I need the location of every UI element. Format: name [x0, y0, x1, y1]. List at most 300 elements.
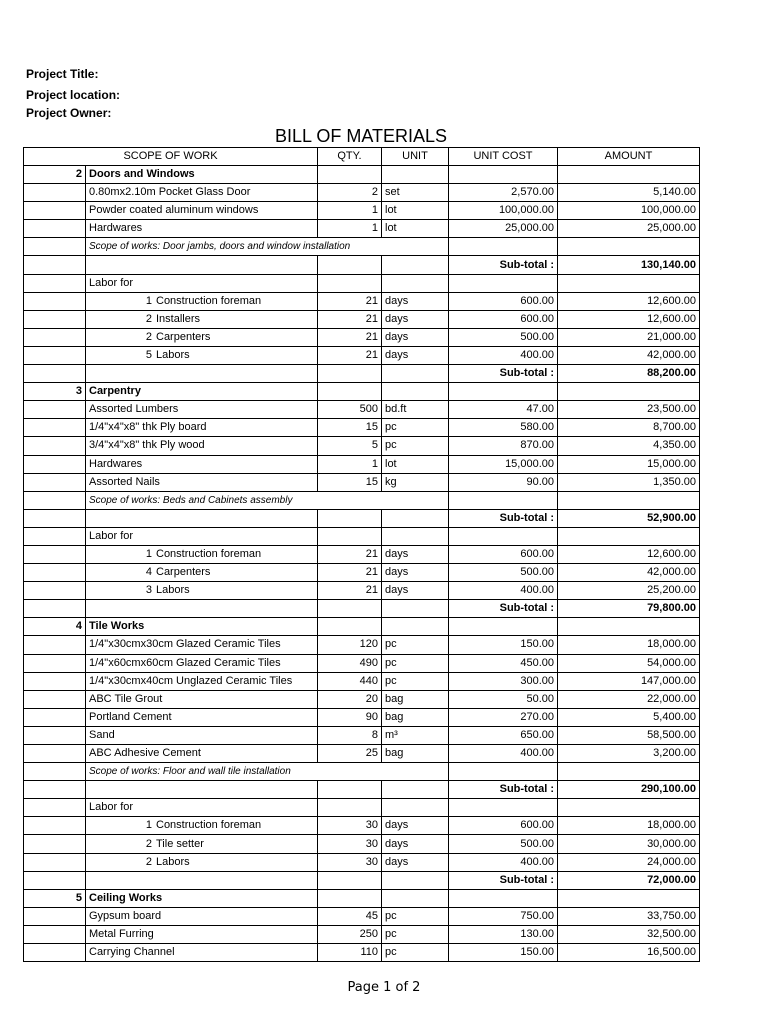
item-amount: 12,600.00	[558, 310, 700, 328]
qty-cell	[318, 781, 382, 799]
labor-role: Construction foreman	[156, 548, 262, 561]
amount-cell	[558, 238, 700, 256]
labor-label: Labor for	[86, 274, 318, 292]
item-number	[24, 473, 86, 491]
scope-note: Scope of works: Beds and Cabinets assembly	[86, 491, 449, 509]
item-unit-cost: 400.00	[449, 582, 558, 600]
labor-count: 2	[145, 837, 152, 850]
qty-cell	[318, 600, 382, 618]
item-description: 1/4"x4"x8" thk Ply board	[86, 419, 318, 437]
unit-cost-cell	[449, 166, 558, 184]
amount-cell	[558, 527, 700, 545]
item-amount: 25,000.00	[558, 220, 700, 238]
table-header-row	[24, 148, 700, 166]
section-number: 4	[24, 618, 86, 636]
subtotal-label: Sub-total :	[449, 600, 558, 618]
item-amount: 100,000.00	[558, 202, 700, 220]
item-qty: 21	[318, 346, 382, 364]
item-qty: 21	[318, 328, 382, 346]
table-row	[24, 220, 700, 238]
labor-role: Carpenters	[156, 566, 211, 579]
labor-description	[86, 292, 318, 310]
item-qty: 2	[318, 184, 382, 202]
section-title: Carpentry	[86, 383, 318, 401]
item-qty: 15	[318, 419, 382, 437]
item-amount: 33,750.00	[558, 907, 700, 925]
item-amount: 12,600.00	[558, 292, 700, 310]
unit-cost-cell	[449, 274, 558, 292]
labor-description	[86, 582, 318, 600]
unit-cell	[382, 799, 449, 817]
table-row	[24, 636, 700, 654]
labor-role: Labors	[156, 348, 190, 361]
item-amount: 18,000.00	[558, 817, 700, 835]
item-amount: 30,000.00	[558, 835, 700, 853]
item-number	[24, 328, 86, 346]
item-qty: 250	[318, 925, 382, 943]
desc-cell	[86, 871, 318, 889]
labor-description	[86, 817, 318, 835]
unit-cost-cell	[449, 618, 558, 636]
item-amount: 42,000.00	[558, 346, 700, 364]
item-unit-cost: 400.00	[449, 853, 558, 871]
labor-role: Carpenters	[156, 330, 211, 343]
item-qty: 5	[318, 437, 382, 455]
table-row	[24, 907, 700, 925]
item-number	[24, 582, 86, 600]
item-unit: days	[382, 817, 449, 835]
item-amount: 23,500.00	[558, 401, 700, 419]
qty-cell	[318, 799, 382, 817]
labor-role: Labors	[156, 584, 190, 597]
table-row	[24, 473, 700, 491]
item-number	[24, 419, 86, 437]
item-unit-cost: 150.00	[449, 636, 558, 654]
item-description: Assorted Lumbers	[86, 401, 318, 419]
project-title-label: Project Title:	[26, 67, 99, 81]
page-footer: Page 1 of 2	[347, 980, 421, 995]
item-description: 1/4"x30cmx40cm Unglazed Ceramic Tiles	[86, 672, 318, 690]
item-description: Powder coated aluminum windows	[86, 202, 318, 220]
item-number	[24, 853, 86, 871]
item-unit: pc	[382, 944, 449, 962]
item-unit-cost: 90.00	[449, 473, 558, 491]
labor-description	[86, 545, 318, 563]
section-number: 2	[24, 166, 86, 184]
qty-cell	[318, 365, 382, 383]
section-row	[24, 889, 700, 907]
labor-row	[24, 310, 700, 328]
project-location-label: Project location:	[26, 88, 121, 102]
item-qty: 15	[318, 473, 382, 491]
item-qty: 45	[318, 907, 382, 925]
item-unit-cost: 130.00	[449, 925, 558, 943]
qty-cell	[318, 274, 382, 292]
item-qty: 120	[318, 636, 382, 654]
labor-count: 4	[145, 566, 152, 579]
item-unit: bd.ft	[382, 401, 449, 419]
labor-row	[24, 545, 700, 563]
item-number	[24, 310, 86, 328]
item-qty: 30	[318, 835, 382, 853]
col-header-unit-cost: UNIT COST	[449, 148, 558, 166]
item-qty: 110	[318, 944, 382, 962]
labor-description	[86, 310, 318, 328]
item-description: 1/4"x60cmx60cm Glazed Ceramic Tiles	[86, 654, 318, 672]
table-row	[24, 925, 700, 943]
item-amount: 1,350.00	[558, 473, 700, 491]
labor-header-row	[24, 527, 700, 545]
item-unit-cost: 870.00	[449, 437, 558, 455]
item-unit-cost: 500.00	[449, 835, 558, 853]
item-number	[24, 745, 86, 763]
item-unit-cost: 650.00	[449, 726, 558, 744]
item-unit: days	[382, 545, 449, 563]
table-row	[24, 944, 700, 962]
amount-cell	[558, 618, 700, 636]
item-number	[24, 763, 86, 781]
labor-description	[86, 346, 318, 364]
item-unit: pc	[382, 437, 449, 455]
item-amount: 12,600.00	[558, 545, 700, 563]
unit-cost-cell	[449, 527, 558, 545]
item-description: Assorted Nails	[86, 473, 318, 491]
item-description: ABC Tile Grout	[86, 690, 318, 708]
col-header-scope: SCOPE OF WORK	[24, 148, 318, 166]
item-qty: 30	[318, 853, 382, 871]
item-unit: lot	[382, 455, 449, 473]
item-qty: 21	[318, 292, 382, 310]
item-number	[24, 600, 86, 618]
item-unit: days	[382, 310, 449, 328]
item-unit: pc	[382, 636, 449, 654]
item-unit: pc	[382, 907, 449, 925]
item-number	[24, 455, 86, 473]
section-number: 3	[24, 383, 86, 401]
subtotal-row	[24, 256, 700, 274]
item-number	[24, 636, 86, 654]
item-unit: bag	[382, 745, 449, 763]
item-unit-cost: 47.00	[449, 401, 558, 419]
qty-cell	[318, 256, 382, 274]
item-number	[24, 256, 86, 274]
labor-count: 1	[145, 548, 152, 561]
item-amount: 4,350.00	[558, 437, 700, 455]
scope-note: Scope of works: Door jambs, doors and window installation	[86, 238, 449, 256]
item-unit: days	[382, 346, 449, 364]
subtotal-amount: 72,000.00	[558, 871, 700, 889]
item-unit: set	[382, 184, 449, 202]
section-row	[24, 166, 700, 184]
item-amount: 22,000.00	[558, 690, 700, 708]
item-unit-cost: 600.00	[449, 292, 558, 310]
table-row	[24, 401, 700, 419]
unit-cost-cell	[449, 491, 558, 509]
table-row	[24, 184, 700, 202]
item-unit: days	[382, 564, 449, 582]
unit-cell	[382, 383, 449, 401]
item-amount: 5,140.00	[558, 184, 700, 202]
item-qty: 8	[318, 726, 382, 744]
table-row	[24, 745, 700, 763]
table-row	[24, 654, 700, 672]
item-description: ABC Adhesive Cement	[86, 745, 318, 763]
amount-cell	[558, 763, 700, 781]
unit-cost-cell	[449, 763, 558, 781]
item-unit: m³	[382, 726, 449, 744]
item-number	[24, 238, 86, 256]
item-number	[24, 274, 86, 292]
item-number	[24, 365, 86, 383]
labor-header-row	[24, 799, 700, 817]
item-unit-cost: 400.00	[449, 745, 558, 763]
amount-cell	[558, 383, 700, 401]
item-number	[24, 491, 86, 509]
subtotal-row	[24, 781, 700, 799]
subtotal-row	[24, 600, 700, 618]
subtotal-amount: 79,800.00	[558, 600, 700, 618]
item-amount: 42,000.00	[558, 564, 700, 582]
item-qty: 90	[318, 708, 382, 726]
unit-cell	[382, 600, 449, 618]
qty-cell	[318, 383, 382, 401]
project-owner-label: Project Owner:	[26, 106, 112, 120]
item-number	[24, 726, 86, 744]
item-number	[24, 437, 86, 455]
item-description: 3/4"x4"x8" thk Ply wood	[86, 437, 318, 455]
qty-cell	[318, 871, 382, 889]
item-description: Metal Furring	[86, 925, 318, 943]
item-number	[24, 871, 86, 889]
item-qty: 500	[318, 401, 382, 419]
item-number	[24, 799, 86, 817]
item-description: 0.80mx2.10m Pocket Glass Door	[86, 184, 318, 202]
item-amount: 15,000.00	[558, 455, 700, 473]
item-amount: 147,000.00	[558, 672, 700, 690]
subtotal-label: Sub-total :	[449, 871, 558, 889]
unit-cost-cell	[449, 238, 558, 256]
item-number	[24, 708, 86, 726]
table-row	[24, 726, 700, 744]
unit-cell	[382, 166, 449, 184]
labor-role: Construction foreman	[156, 294, 262, 307]
unit-cost-cell	[449, 889, 558, 907]
table-row	[24, 437, 700, 455]
labor-row	[24, 328, 700, 346]
section-title: Tile Works	[86, 618, 318, 636]
item-number	[24, 202, 86, 220]
amount-cell	[558, 799, 700, 817]
item-number	[24, 220, 86, 238]
item-qty: 1	[318, 455, 382, 473]
item-number	[24, 654, 86, 672]
item-description: Hardwares	[86, 455, 318, 473]
table-row	[24, 419, 700, 437]
unit-cost-cell	[449, 383, 558, 401]
subtotal-amount: 88,200.00	[558, 365, 700, 383]
item-unit: lot	[382, 202, 449, 220]
labor-role: Construction foreman	[156, 819, 262, 832]
desc-cell	[86, 600, 318, 618]
item-unit: days	[382, 582, 449, 600]
item-number	[24, 346, 86, 364]
item-qty: 1	[318, 220, 382, 238]
amount-cell	[558, 274, 700, 292]
item-unit-cost: 600.00	[449, 545, 558, 563]
item-qty: 440	[318, 672, 382, 690]
qty-cell	[318, 889, 382, 907]
item-unit-cost: 15,000.00	[449, 455, 558, 473]
labor-row	[24, 817, 700, 835]
subtotal-row	[24, 365, 700, 383]
labor-count: 1	[145, 819, 152, 832]
item-number	[24, 907, 86, 925]
item-description: Hardwares	[86, 220, 318, 238]
labor-header-row	[24, 274, 700, 292]
unit-cell	[382, 509, 449, 527]
qty-cell	[318, 509, 382, 527]
subtotal-amount: 52,900.00	[558, 509, 700, 527]
item-unit: pc	[382, 419, 449, 437]
scope-of-works-row	[24, 238, 700, 256]
qty-cell	[318, 527, 382, 545]
item-unit-cost: 400.00	[449, 346, 558, 364]
item-unit: bag	[382, 690, 449, 708]
item-number	[24, 292, 86, 310]
labor-description	[86, 328, 318, 346]
subtotal-label: Sub-total :	[449, 509, 558, 527]
subtotal-label: Sub-total :	[449, 781, 558, 799]
labor-label: Labor for	[86, 799, 318, 817]
item-unit-cost: 500.00	[449, 328, 558, 346]
labor-row	[24, 853, 700, 871]
item-unit-cost: 2,570.00	[449, 184, 558, 202]
item-number	[24, 184, 86, 202]
item-description: Carrying Channel	[86, 944, 318, 962]
labor-count: 2	[145, 330, 152, 343]
item-unit: days	[382, 835, 449, 853]
item-unit-cost: 150.00	[449, 944, 558, 962]
section-row	[24, 618, 700, 636]
unit-cost-cell	[449, 799, 558, 817]
item-amount: 25,200.00	[558, 582, 700, 600]
labor-row	[24, 346, 700, 364]
table-row	[24, 690, 700, 708]
item-qty: 21	[318, 564, 382, 582]
table-row	[24, 672, 700, 690]
item-unit-cost: 600.00	[449, 310, 558, 328]
section-title: Ceiling Works	[86, 889, 318, 907]
item-amount: 58,500.00	[558, 726, 700, 744]
unit-cell	[382, 871, 449, 889]
amount-cell	[558, 889, 700, 907]
labor-count: 5	[145, 348, 152, 361]
item-number	[24, 781, 86, 799]
item-unit: pc	[382, 654, 449, 672]
item-description: Sand	[86, 726, 318, 744]
unit-cell	[382, 889, 449, 907]
item-amount: 5,400.00	[558, 708, 700, 726]
item-qty: 490	[318, 654, 382, 672]
item-qty: 20	[318, 690, 382, 708]
labor-count: 1	[145, 294, 152, 307]
item-qty: 25	[318, 745, 382, 763]
item-number	[24, 925, 86, 943]
labor-row	[24, 292, 700, 310]
labor-label: Labor for	[86, 527, 318, 545]
item-unit: bag	[382, 708, 449, 726]
table-row	[24, 455, 700, 473]
desc-cell	[86, 509, 318, 527]
item-number	[24, 527, 86, 545]
item-unit: lot	[382, 220, 449, 238]
scope-of-works-row	[24, 763, 700, 781]
item-qty: 21	[318, 582, 382, 600]
section-title: Doors and Windows	[86, 166, 318, 184]
item-unit: pc	[382, 925, 449, 943]
unit-cell	[382, 274, 449, 292]
item-number	[24, 401, 86, 419]
section-row	[24, 383, 700, 401]
labor-role: Installers	[156, 312, 201, 325]
col-header-unit: UNIT	[382, 148, 449, 166]
item-unit: days	[382, 328, 449, 346]
item-unit-cost: 100,000.00	[449, 202, 558, 220]
item-qty: 1	[318, 202, 382, 220]
labor-row	[24, 835, 700, 853]
item-unit-cost: 600.00	[449, 817, 558, 835]
item-unit: kg	[382, 473, 449, 491]
labor-description	[86, 853, 318, 871]
item-description: Gypsum board	[86, 907, 318, 925]
item-number	[24, 564, 86, 582]
table-row	[24, 202, 700, 220]
item-unit: days	[382, 853, 449, 871]
document-title: BILL OF MATERIALS	[274, 126, 448, 146]
desc-cell	[86, 365, 318, 383]
item-unit-cost: 270.00	[449, 708, 558, 726]
item-number	[24, 835, 86, 853]
labor-count: 2	[145, 312, 152, 325]
item-number	[24, 509, 86, 527]
labor-role: Tile setter	[156, 837, 204, 850]
labor-role: Labors	[156, 855, 190, 868]
qty-cell	[318, 166, 382, 184]
item-amount: 8,700.00	[558, 419, 700, 437]
item-unit-cost: 750.00	[449, 907, 558, 925]
item-number	[24, 690, 86, 708]
item-amount: 24,000.00	[558, 853, 700, 871]
subtotal-label: Sub-total :	[449, 365, 558, 383]
item-amount: 54,000.00	[558, 654, 700, 672]
unit-cell	[382, 781, 449, 799]
scope-of-works-row	[24, 491, 700, 509]
item-unit-cost: 500.00	[449, 564, 558, 582]
subtotal-amount: 130,140.00	[558, 256, 700, 274]
item-unit-cost: 450.00	[449, 654, 558, 672]
labor-count: 2	[145, 855, 152, 868]
item-number	[24, 545, 86, 563]
unit-cell	[382, 256, 449, 274]
item-amount: 32,500.00	[558, 925, 700, 943]
desc-cell	[86, 781, 318, 799]
amount-cell	[558, 491, 700, 509]
item-qty: 21	[318, 545, 382, 563]
item-amount: 21,000.00	[558, 328, 700, 346]
subtotal-row	[24, 871, 700, 889]
col-header-qty: QTY.	[318, 148, 382, 166]
labor-row	[24, 564, 700, 582]
